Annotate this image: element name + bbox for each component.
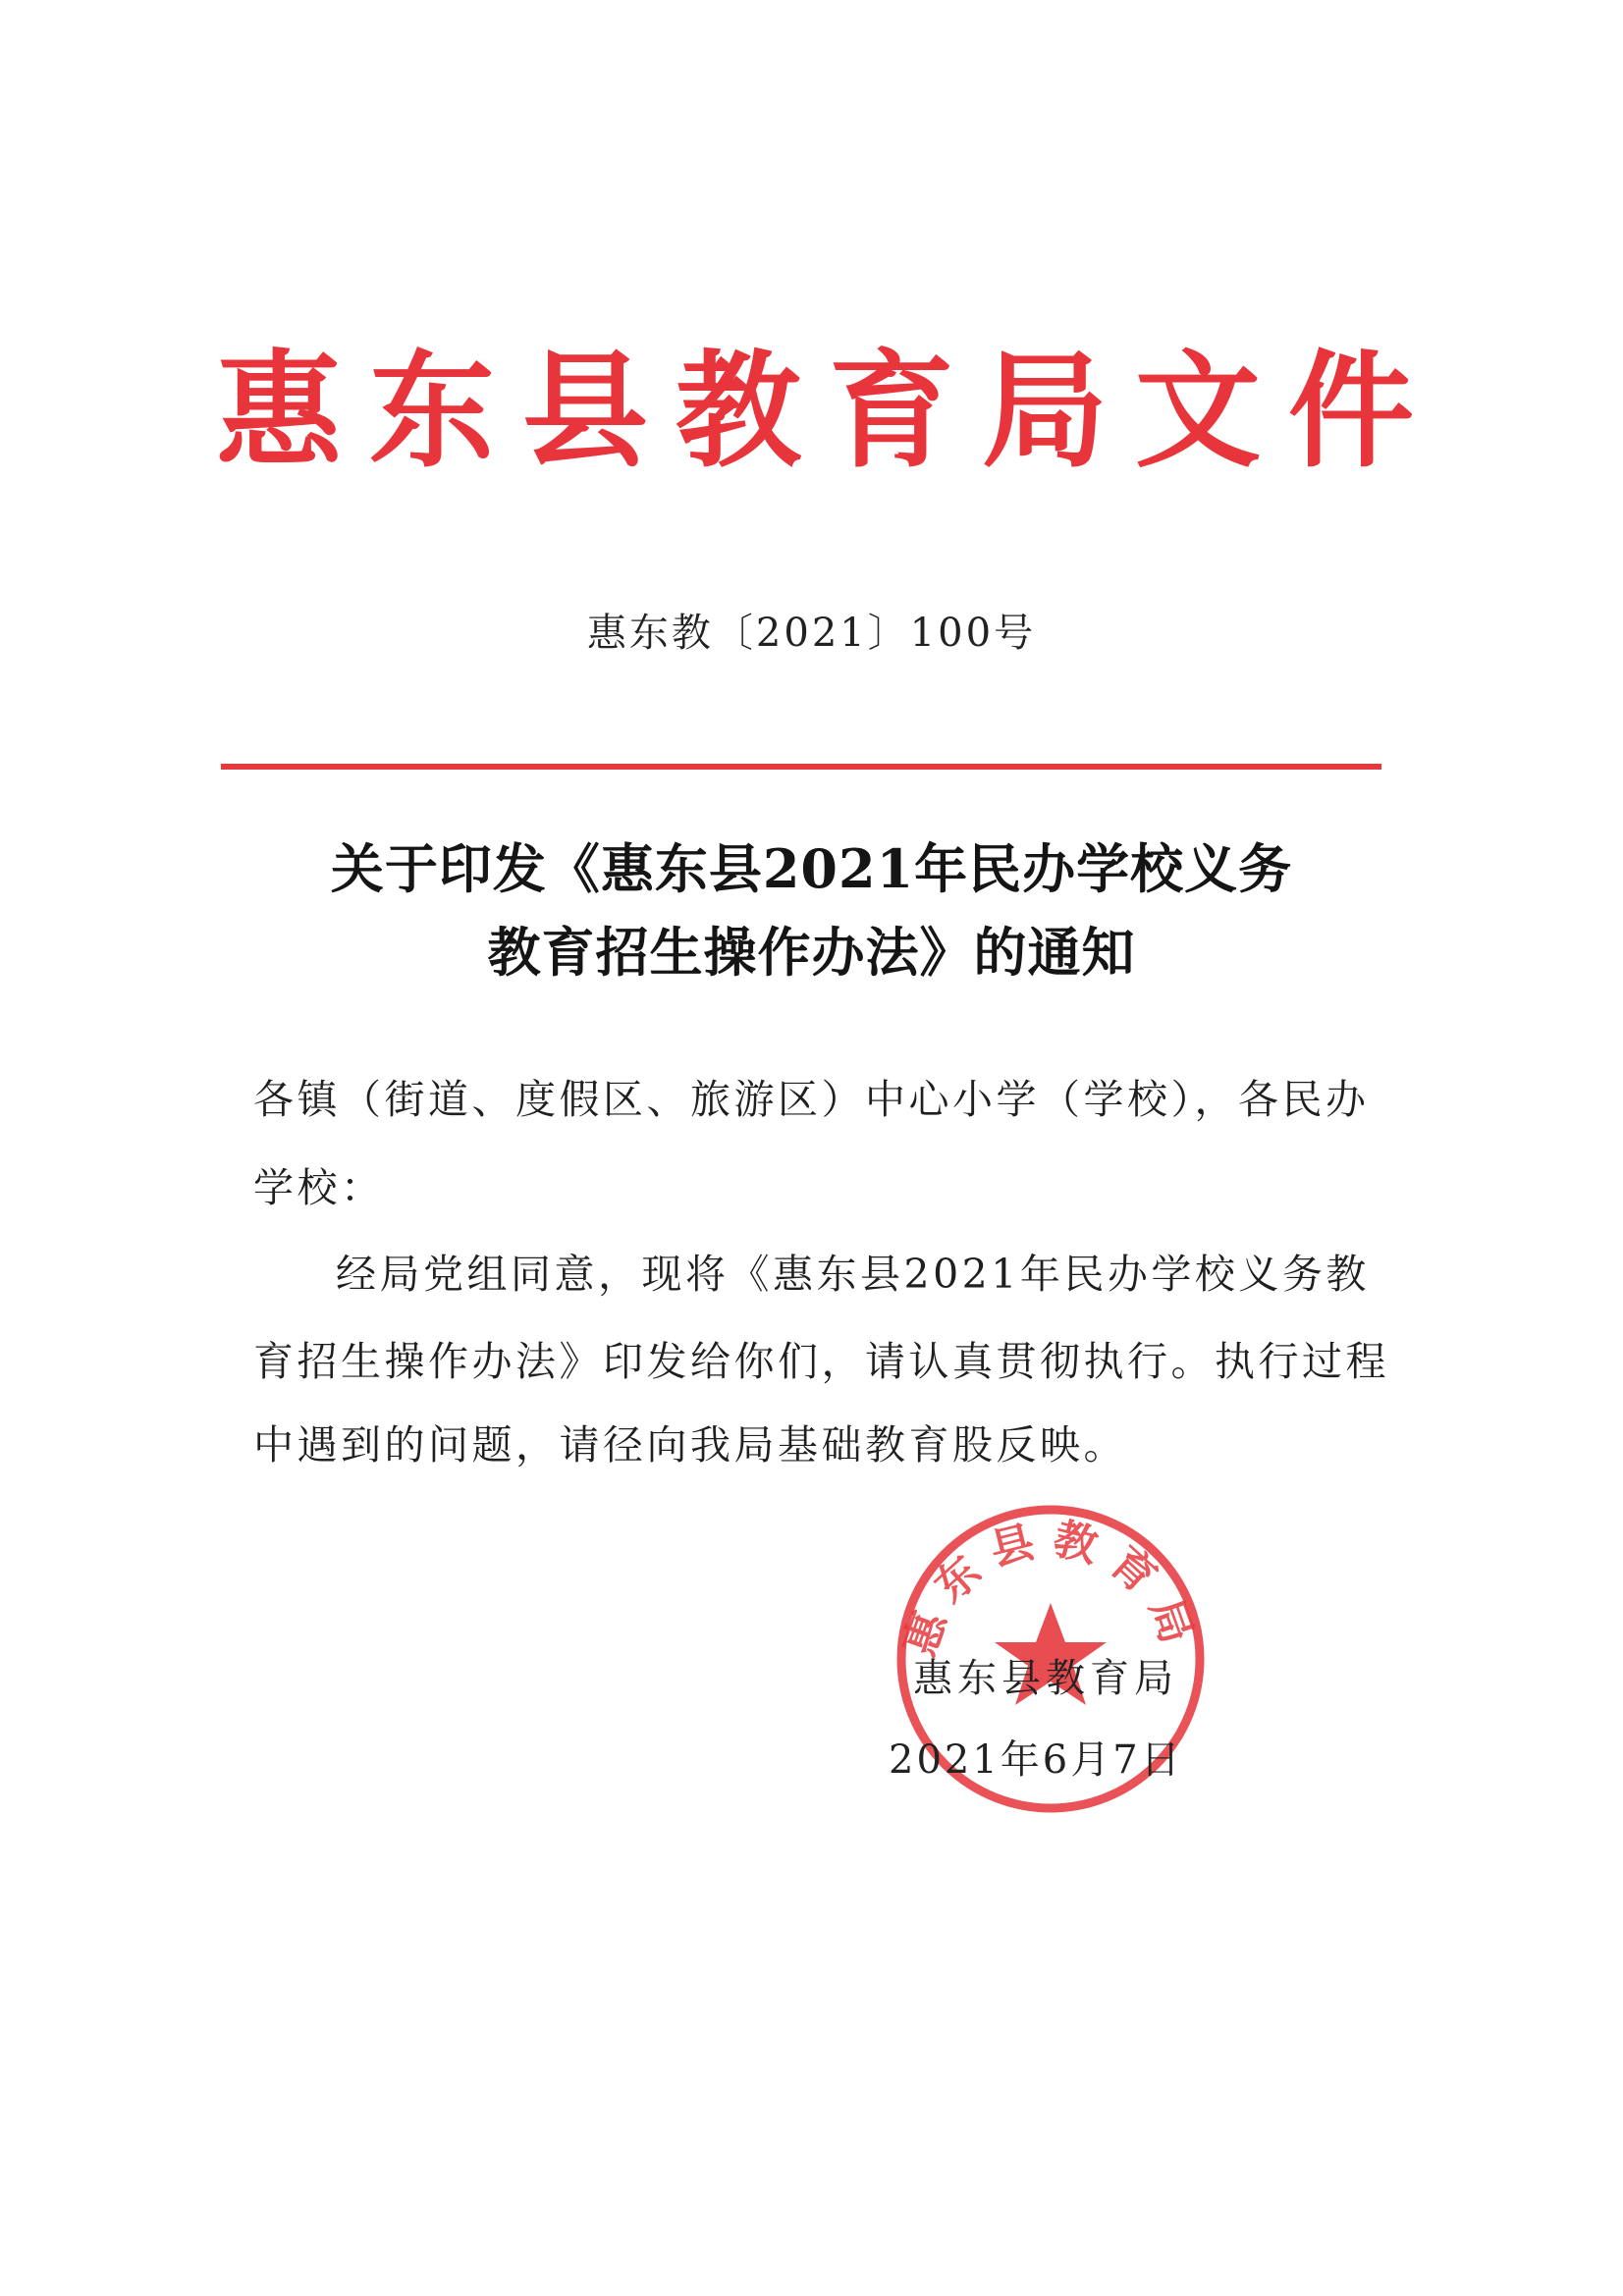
document-number: 惠东教〔2021〕100号 bbox=[586, 611, 1037, 656]
body-paragraph-line-3: 中遇到的问题，请径向我局基础教育股反映。 bbox=[253, 1421, 1127, 1468]
notice-title-line-1: 关于印发《惠东县2021年民办学校义务 bbox=[330, 837, 1293, 900]
issuer-title: 惠东县教育局文件 bbox=[216, 339, 1442, 485]
body-paragraph-line-2: 育招生操作办法》印发给你们，请认真贯彻执行。执行过程 bbox=[253, 1338, 1389, 1385]
seal-ring-text: 惠东县教育局 bbox=[894, 1513, 1207, 1663]
recipients-line-2: 学校： bbox=[253, 1164, 385, 1211]
body-paragraph-line-1: 经局党组同意，现将《惠东县2021年民办学校义务教 bbox=[336, 1251, 1370, 1298]
red-divider-line bbox=[221, 764, 1381, 770]
notice-title-line-2: 教育招生操作办法》的通知 bbox=[487, 921, 1136, 984]
signature-date: 2021年6月7日 bbox=[889, 1737, 1183, 1783]
recipients-line-1: 各镇（街道、度假区、旅游区）中心小学（学校），各民办 bbox=[253, 1076, 1370, 1123]
signer-name: 惠东县教育局 bbox=[913, 1656, 1178, 1701]
